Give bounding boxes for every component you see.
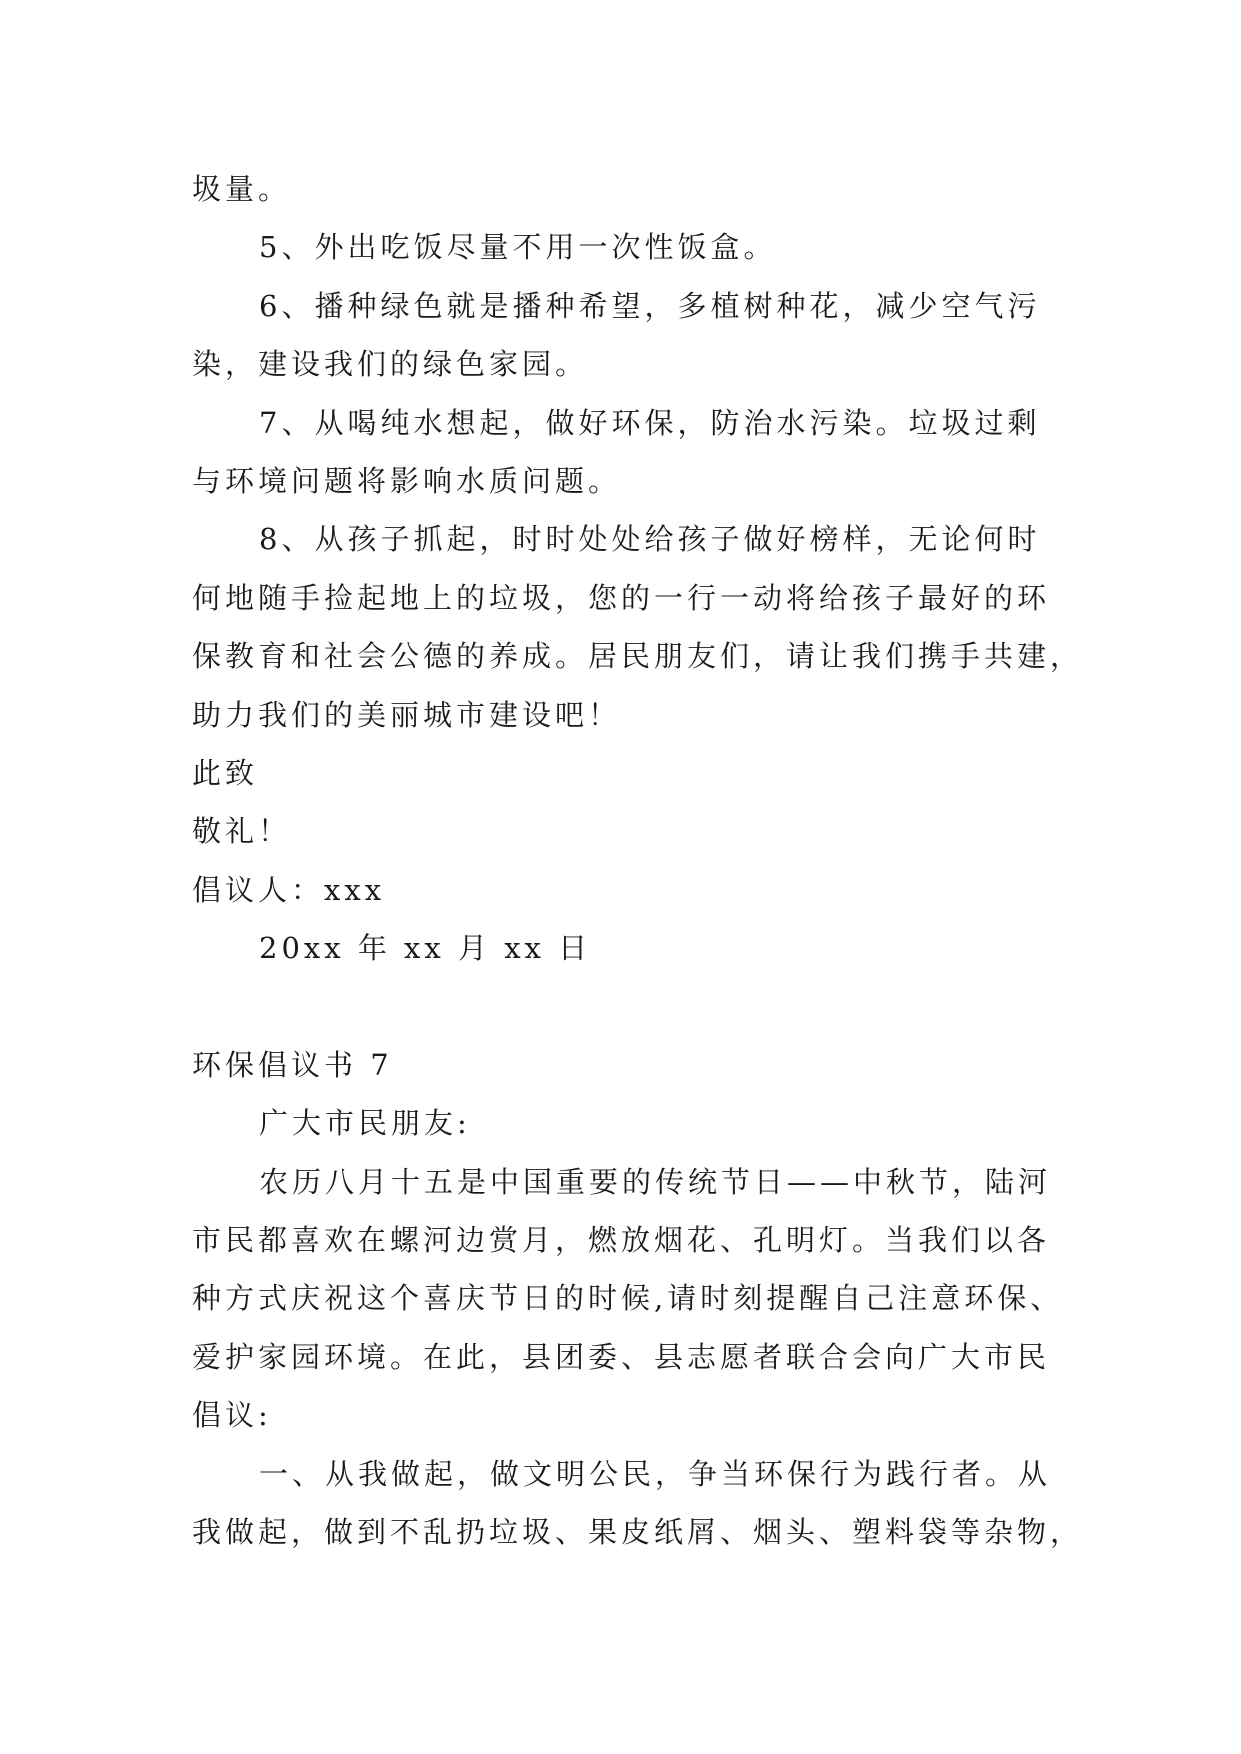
list-item-7: 7、从喝纯水想起，做好环保，防治水污染。垃圾过剩 xyxy=(259,405,1041,440)
text-line: 爱护家园环境。在此，县团委、县志愿者联合会向广大市民 xyxy=(192,1339,1051,1374)
text-line: 染，建设我们的绿色家园。 xyxy=(192,347,589,382)
section-title: 环保倡议书 7 xyxy=(192,1047,393,1082)
signatory: 倡议人：xxx xyxy=(192,872,386,907)
closing-regards: 敬礼！ xyxy=(192,814,292,849)
proposal-item-1: 一、从我做起，做文明公民，争当环保行为践行者。从 xyxy=(259,1456,1052,1491)
text-line: 我做起，做到不乱扔垃圾、果皮纸屑、烟头、塑料袋等杂物， xyxy=(192,1514,1084,1549)
closing-salutation: 此致 xyxy=(192,755,259,790)
greeting: 广大市民朋友: xyxy=(259,1106,471,1141)
text-line: 圾量。 xyxy=(192,172,292,206)
document-page xyxy=(192,160,1084,1561)
text-line: 何地随手捡起地上的垃圾，您的一行一动将给孩子最好的环 xyxy=(192,580,1051,615)
text-line: 种方式庆祝这个喜庆节日的时候,请时刻提醒自己注意环保、 xyxy=(192,1281,1064,1316)
spacer xyxy=(192,977,1056,1035)
text-line: 助力我们的美丽城市建设吧！ xyxy=(192,697,622,732)
text-line: 与环境问题将影响水质问题。 xyxy=(192,463,622,498)
date-line: 20xx 年 xx 月 xx 日 xyxy=(259,931,592,966)
text-line: 市民都喜欢在螺河边赏月，燃放烟花、孔明灯。当我们以各 xyxy=(192,1223,1051,1258)
paragraph-start: 农历八月十五是中国重要的传统节日——中秋节，陆河 xyxy=(259,1164,1052,1199)
text-line: 倡议: xyxy=(192,1398,272,1433)
list-item-8: 8、从孩子抓起，时时处处给孩子做好榜样，无论何时 xyxy=(259,522,1041,557)
text-line: 保教育和社会公德的养成。居民朋友们，请让我们携手共建， xyxy=(192,639,1084,674)
list-item-6: 6、播种绿色就是播种希望，多植树种花，减少空气污 xyxy=(259,288,1041,323)
list-item-5: 5、外出吃饭尽量不用一次性饭盒。 xyxy=(259,230,777,265)
